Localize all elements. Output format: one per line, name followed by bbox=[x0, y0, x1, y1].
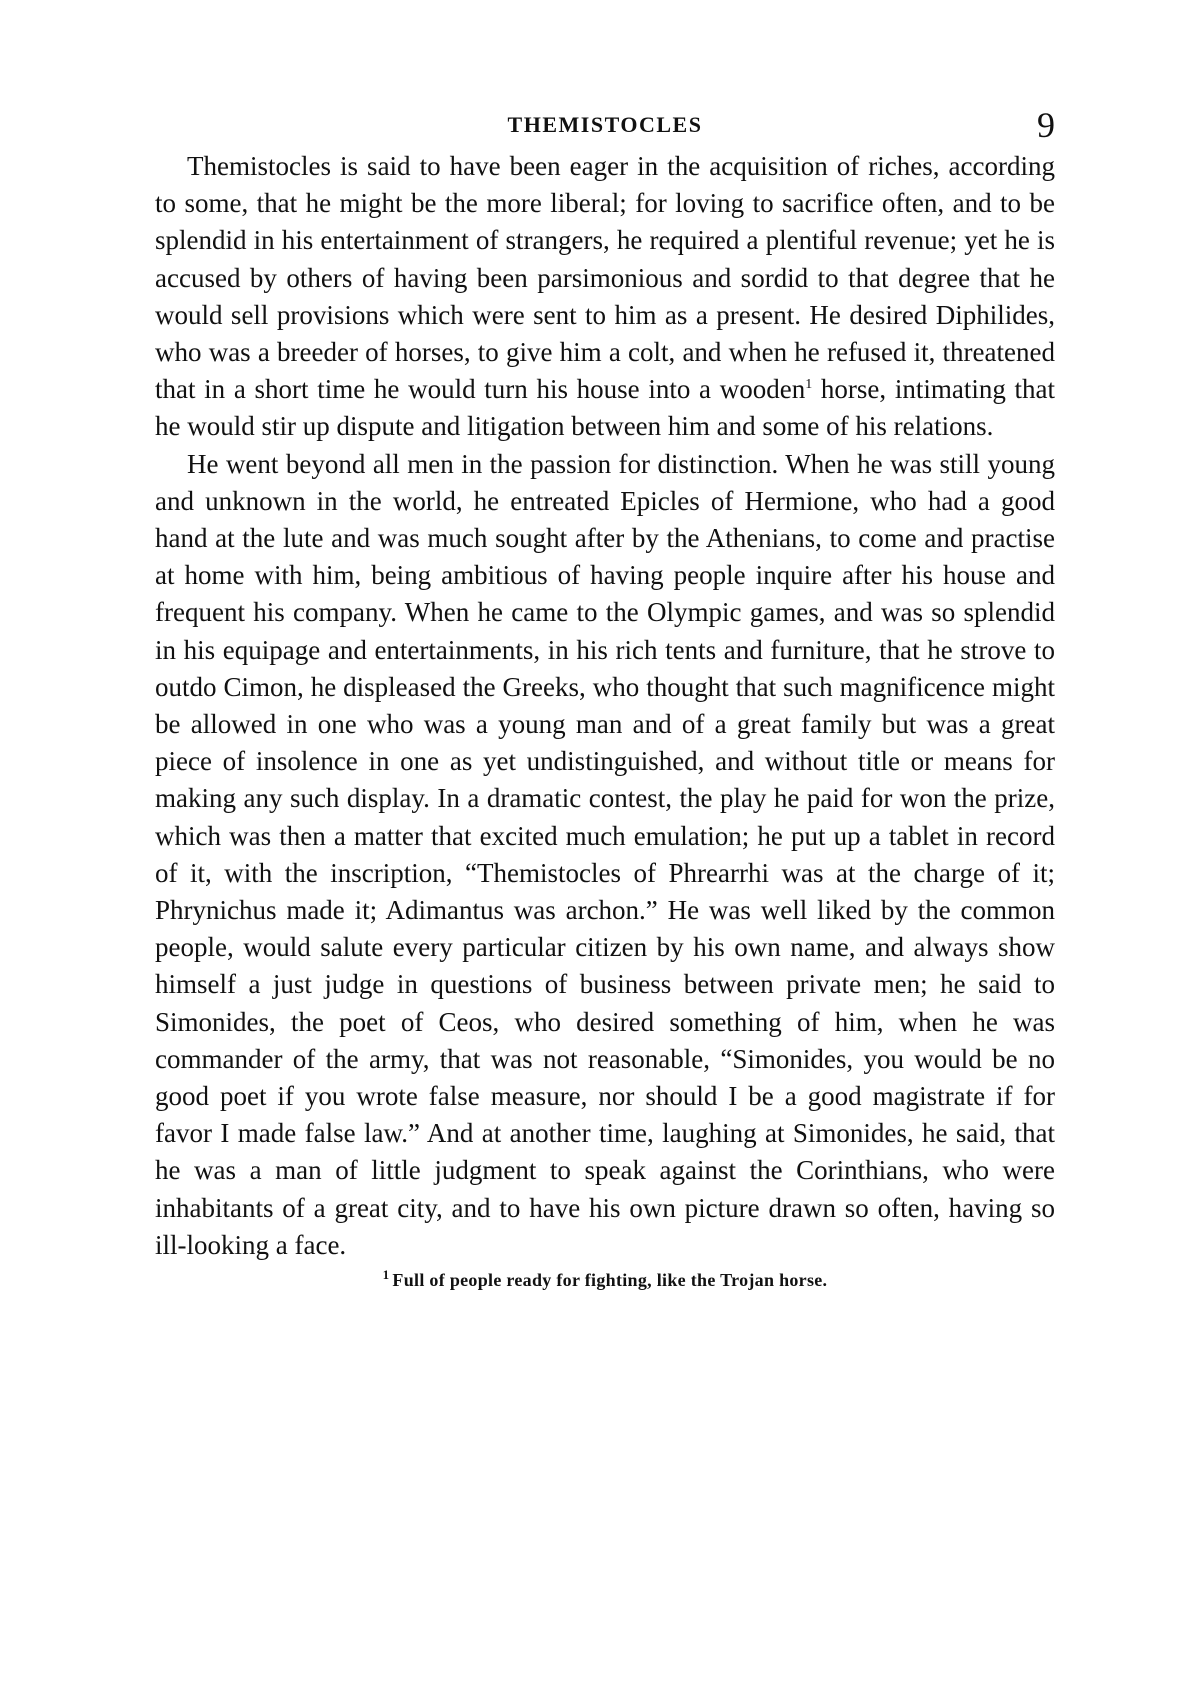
running-header bbox=[155, 100, 1055, 148]
footnote-text: Full of people ready for fighting, like the Trojan horse. bbox=[392, 1270, 828, 1291]
paragraph-2: He went beyond all men in the passion for distinction. When he was still young and unknown in the world, he entreated Epicles of Hermione, who had a good hand at the lute and was much sought after by the Athenians, to come and practise at home with him, being ambitious of having people inquire after his house and frequent his company. When he came to the Olympic games, and was so splendid in his equipage and entertainments, in his rich tents and furniture, that he strove to outdo Cimon, he displeased the Greeks, who thought that such magnificence might be allowed in one who was a young man and of a great family but was a great piece of insolence in one as yet undistinguished, and without title or means for making any such display. In a dramatic contest, the play he paid for won the prize, which was then a matter that excited much emulation; he put up a tablet in record of it, with the inscription, “Themistocles of Phrearrhi was at the charge of it; Phrynichus made it; Adimantus was archon.” He was well liked by the common people, would salute every particular citizen by his own name, and always show himself a just judge in questions of business between private men; he said to Simonides, the poet of Ceos, who desired something of him, when he was commander of the army, that was not reasonable, “Simonides, you would be no good poet if you wrote false measure, nor should I be a good magistrate if for favor I made false law.” And at another time, laughing at Simonides, he said, that he was a man of little judgment to speak against the Corinthians, who were inhabitants of a great city, and to have his own picture drawn so often, having so ill-looking a face. bbox=[155, 448, 1055, 1260]
paragraph-1 bbox=[155, 148, 1055, 446]
paragraph-1-text-a: Themistocles is said to have been eager in the acquisition of riches, according to some, that he might be the more liberal; for loving to sacrifice often, and to be splendid in his entertainment of strangers, he required a plentiful revenue; yet he is accused by others of having been parsimonious and sordid to that degree that he would sell provisions which were sent to him as a present. He desired Diphilides, who was a breeder of horses, to give him a colt, and when he refused it, threatened that in a short time he would turn his house into a wooden bbox=[155, 151, 1055, 405]
footnote-reference: 1 bbox=[805, 377, 813, 393]
footnote bbox=[155, 1267, 1055, 1291]
body-text bbox=[155, 148, 1055, 1264]
page-number: 9 bbox=[1037, 105, 1055, 145]
paragraph-1-text-b: horse, intimating that he would stir up dispute and litigation between him and some of his relations. bbox=[155, 374, 1056, 442]
footnote-mark: 1 bbox=[382, 1267, 390, 1283]
running-title: THEMISTOCLES bbox=[507, 112, 703, 137]
book-page bbox=[155, 100, 1055, 1291]
